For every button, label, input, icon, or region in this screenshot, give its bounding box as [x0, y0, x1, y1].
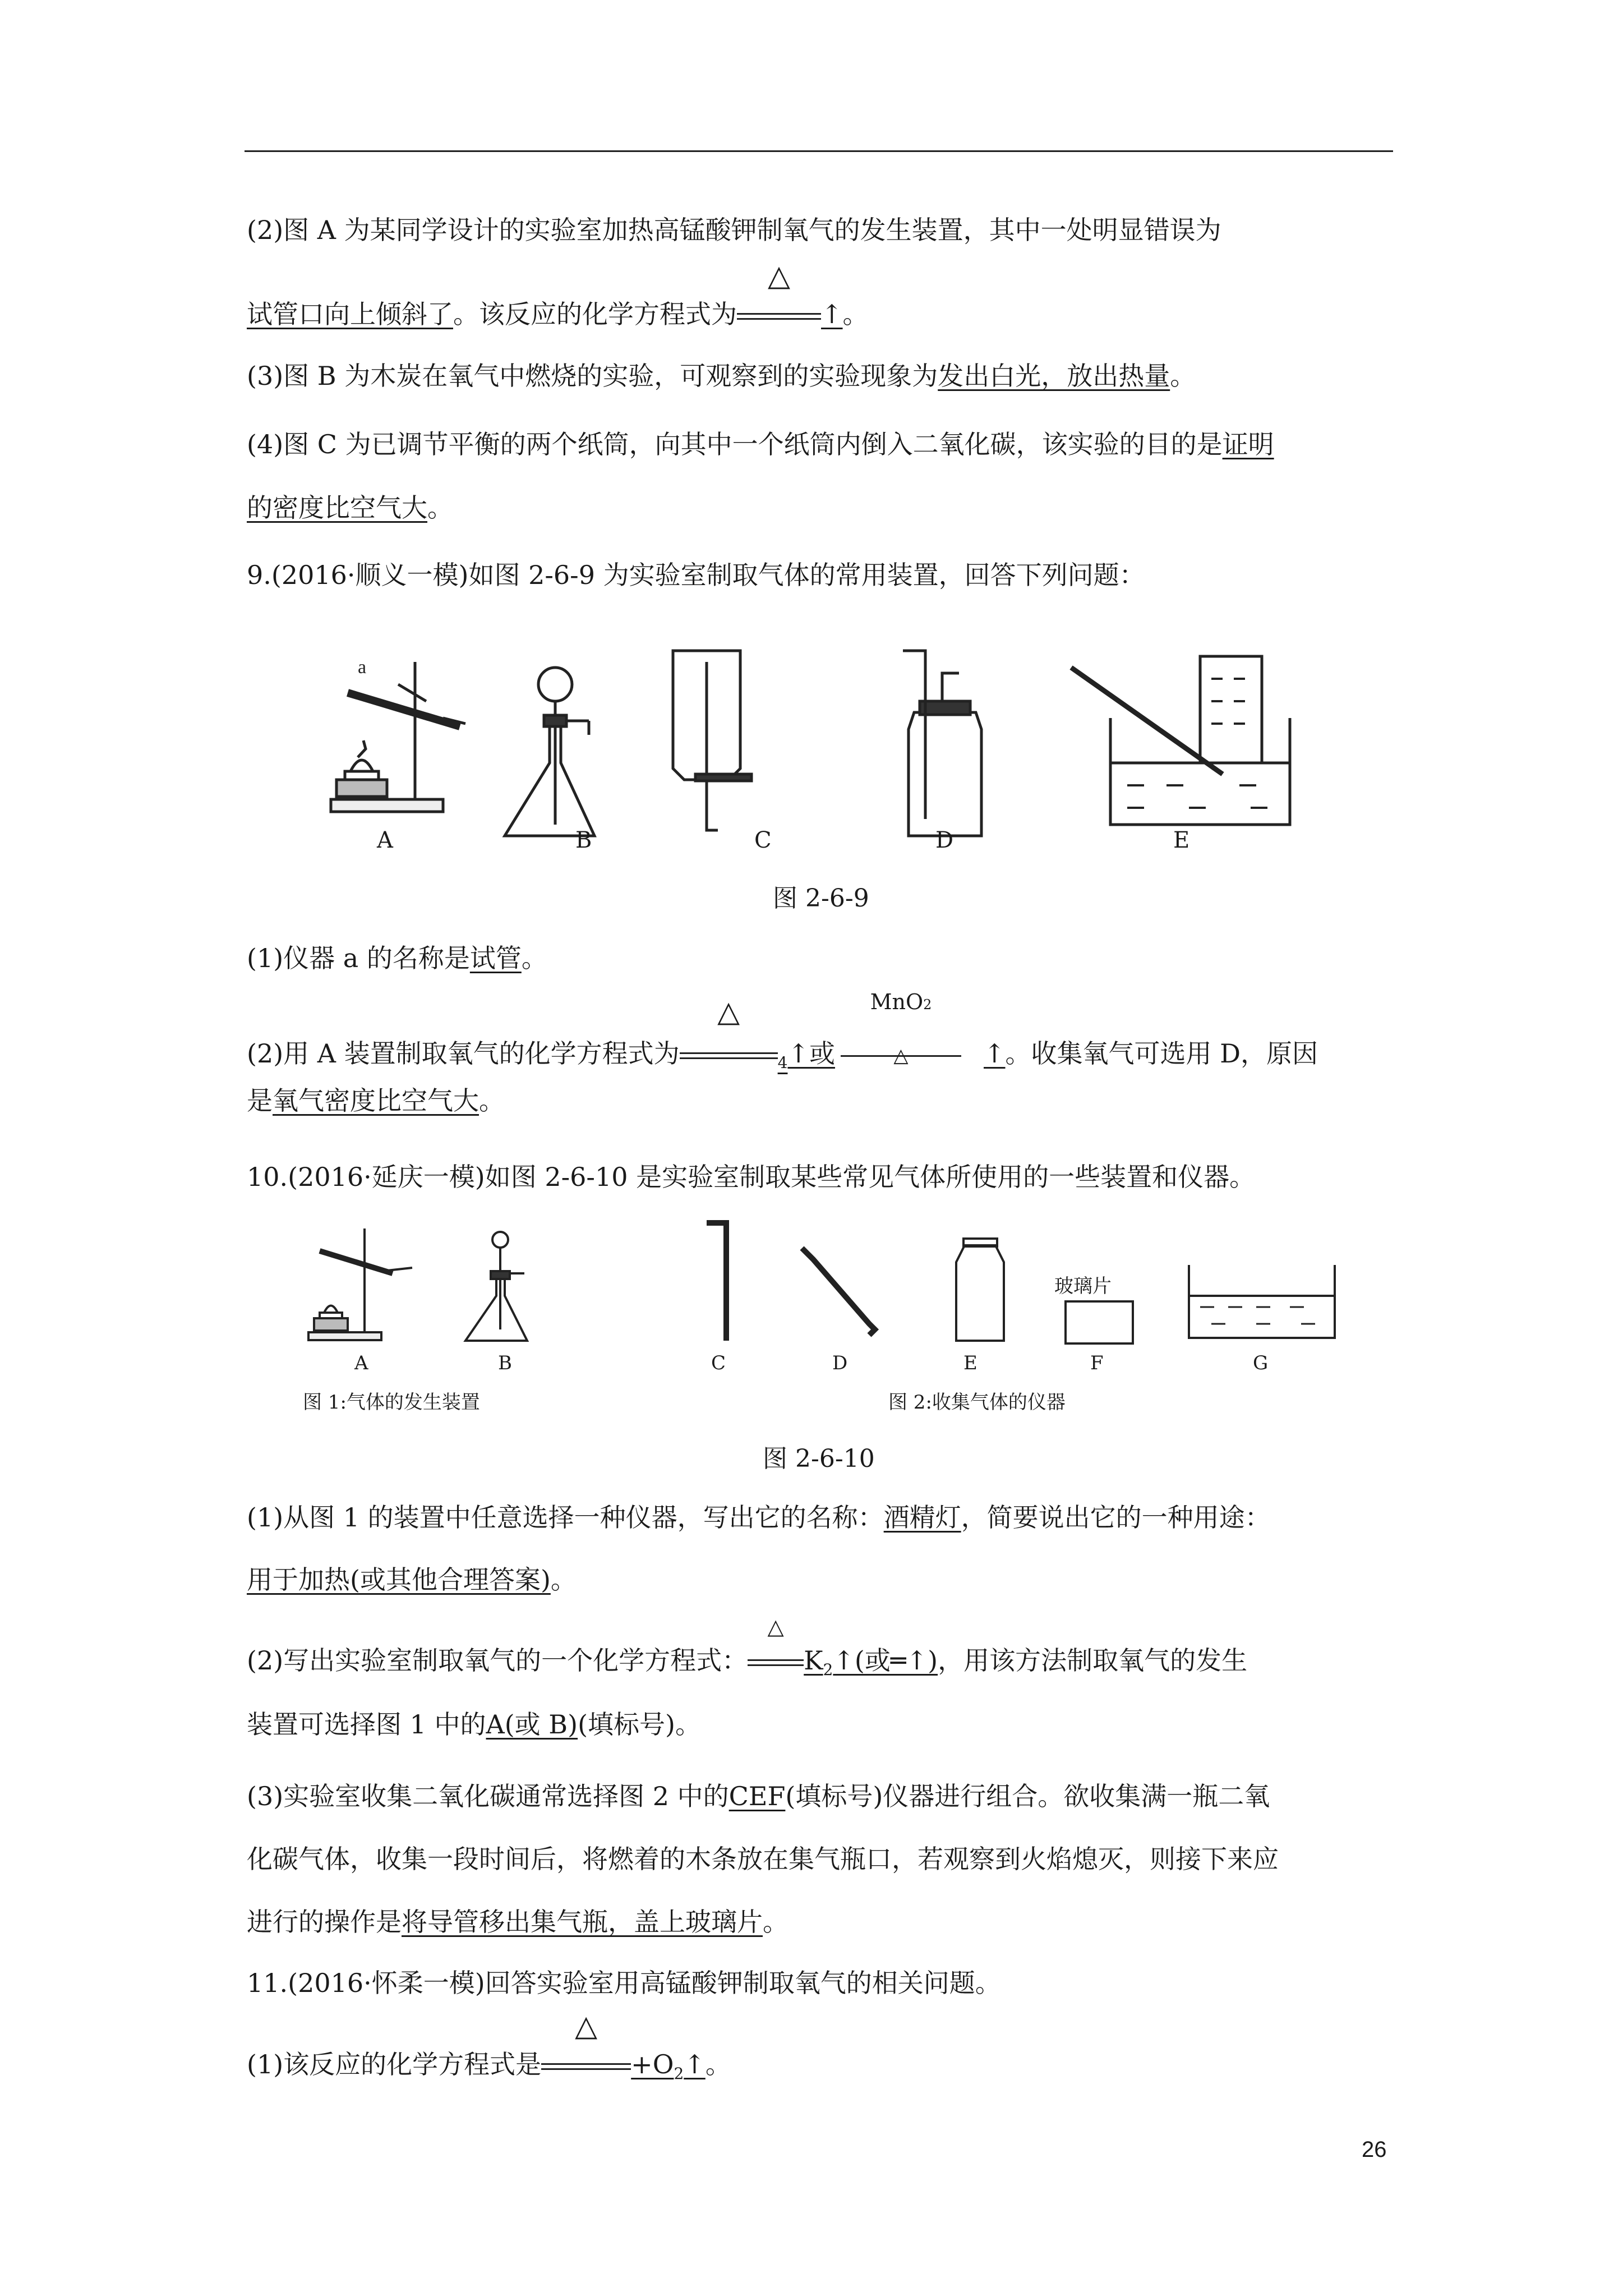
q10-answer-usage: 用于加热(或其他合理答案)	[247, 1565, 551, 1595]
q9-answer-reason: 氧气密度比空气大	[273, 1085, 479, 1116]
q8-part2-line2: 试管口向上倾斜了。该反应的化学方程式为 △ ↑。	[247, 297, 869, 331]
q9-part2-line2: 是氧气密度比空气大。	[247, 1085, 505, 1116]
fig10-subcaption-1: 图 1:气体的发生装置	[303, 1391, 480, 1414]
q8-part4-line2: 的密度比空气大。	[247, 493, 453, 523]
fig9-label-b: B	[575, 827, 592, 853]
heating-delta-symbol: △	[575, 2009, 598, 2043]
fig9-caption: 图 2-6-9	[773, 884, 869, 913]
q10-stem: 10.(2016·延庆一模)如图 2-6-10 是实验室制取某些常见气体所使用的一些装置和仪器。	[247, 1162, 1256, 1192]
q8-answer-phenomenon: 发出白光，放出热量	[938, 361, 1170, 391]
fig10-label-a: A	[354, 1352, 368, 1374]
fig10-caption: 图 2-6-10	[763, 1444, 875, 1473]
page-number: 26	[1362, 2137, 1387, 2162]
apparatus-d-bent-tube	[802, 1248, 875, 1335]
q9-answer-test-tube: 试管	[469, 943, 522, 973]
q10-answer-equation: $K_2↑$(或═↑)	[804, 1645, 938, 1679]
apparatus-e-water-trough	[1071, 656, 1290, 825]
fig10-label-f: F	[1090, 1352, 1104, 1374]
apparatus-b-conical-flask	[465, 1232, 527, 1341]
glass-plate-label: 玻璃片	[1054, 1275, 1112, 1297]
reaction-equals-sign	[541, 2009, 631, 2081]
q10-answer-instrument: 酒精灯	[883, 1502, 961, 1533]
apparatus-e-gas-bottle	[956, 1239, 1004, 1341]
q8-part2-line1: (2)图 A 为某同学设计的实验室加热高锰酸钾制氧气的发生装置，其中一处明显错误为	[247, 215, 1221, 245]
q8-answer-error: 试管口向上倾斜了	[247, 299, 453, 329]
catalyst-mno2-label: MnO2	[870, 990, 932, 1014]
fig10-subcaption-2: 图 2:收集气体的仪器	[888, 1391, 1066, 1414]
fig9-label-d: D	[935, 827, 954, 853]
q8-answer-purpose-1: 证明	[1222, 429, 1274, 459]
gas-arrow: ↑	[984, 1038, 1006, 1069]
q10-part3-line2: 化碳气体，收集一段时间后，将燃着的木条放在集气瓶口，若观察到火焰熄灭，则接下来应	[247, 1844, 1279, 1874]
q10-part1-line2: 用于加热(或其他合理答案)。	[247, 1565, 577, 1595]
reaction-equals-sign	[680, 995, 778, 1070]
q10-answer-device: A(或 B)	[486, 1709, 578, 1740]
reaction-equals-sign	[737, 259, 821, 331]
q10-answer-instruments: CEF	[728, 1781, 786, 1811]
q9-part1: (1)仪器 a 的名称是试管。	[247, 943, 547, 973]
q10-part3-line3: 进行的操作是将导管移出集气瓶，盖上玻璃片。	[247, 1907, 789, 1937]
header-rule	[245, 150, 1393, 152]
q10-part2-line2: 装置可选择图 1 中的A(或 B)(填标号)。	[247, 1709, 701, 1740]
label-a-small: a	[358, 657, 367, 678]
q10-answer-operation: 将导管移出集气瓶，盖上玻璃片	[402, 1907, 763, 1937]
q8-answer-purpose-2: 的密度比空气大	[247, 493, 427, 523]
catalyst-equals-sign: MnO2 △	[841, 1037, 961, 1070]
apparatus-g-water-trough	[1189, 1265, 1335, 1338]
fig10-label-c: C	[711, 1352, 726, 1374]
q10-part2-line1: (2)写出实验室制取氧气的一个化学方程式： △ $K_2↑$(或═↑)，用该方法制取氧气的发生	[247, 1644, 1247, 1687]
reaction-equals-sign	[748, 1614, 804, 1677]
fig10-label-g: G	[1253, 1352, 1269, 1374]
q9-answer-equation: ↑或	[787, 1038, 835, 1069]
q9-part2-line1: (2)用 A 装置制取氧气的化学方程式为 △ $_4$↑或 MnO2 △ ↑。收集氧气可选用 D，原因	[247, 1037, 1318, 1080]
heating-delta-symbol: △	[767, 1614, 784, 1639]
q11-part1: (1)该反应的化学方程式是 △ $+O_2↑$。	[247, 2009, 731, 2083]
apparatus-b-conical-flask	[505, 668, 594, 836]
fig10-label-e: E	[963, 1352, 978, 1374]
heating-delta-symbol: △	[717, 995, 740, 1029]
q9-stem: 9.(2016·顺义一模)如图 2-6-9 为实验室制取气体的常用装置，回答下列问题：	[247, 560, 1145, 590]
figure-2-6-9	[314, 639, 1312, 886]
apparatus-d-gas-bottle	[903, 651, 981, 836]
q10-part1-line1: (1)从图 1 的装置中任意选择一种仪器，写出它的名称：酒精灯，简要说出它的一种用途：	[247, 1502, 1271, 1533]
fig10-label-d: D	[832, 1352, 848, 1374]
q11-answer-equation: $+O_2↑$	[631, 2049, 706, 2083]
q8-part3: (3)图 B 为木炭在氧气中燃烧的实验，可观察到的实验现象为发出白光，放出热量。	[247, 361, 1196, 391]
apparatus-c-inverted-bottle	[673, 651, 751, 830]
apparatus-a-heating	[331, 662, 465, 812]
fig10-label-b: B	[498, 1352, 512, 1374]
q8-part4-line1: (4)图 C 为已调节平衡的两个纸筒，向其中一个纸筒内倒入二氧化碳，该实验的目的是证明	[247, 429, 1274, 459]
figure-2-6-10	[303, 1217, 1346, 1352]
fig9-label-e: E	[1173, 827, 1190, 853]
apparatus-a-heating	[308, 1228, 412, 1340]
q11-stem: 11.(2016·怀柔一模)回答实验室用高锰酸钾制取氧气的相关问题。	[247, 1968, 1001, 1998]
gas-arrow: ↑	[821, 299, 843, 329]
heating-delta-symbol: △	[768, 259, 790, 293]
fig9-label-c: C	[754, 827, 772, 853]
fig9-label-a: A	[377, 827, 393, 853]
apparatus-c-straight-tube	[707, 1223, 726, 1341]
q10-part3-line1: (3)实验室收集二氧化碳通常选择图 2 中的CEF(填标号)仪器进行组合。欲收集满一瓶二氧	[247, 1781, 1270, 1811]
apparatus-f-glass-plate	[1066, 1301, 1133, 1343]
